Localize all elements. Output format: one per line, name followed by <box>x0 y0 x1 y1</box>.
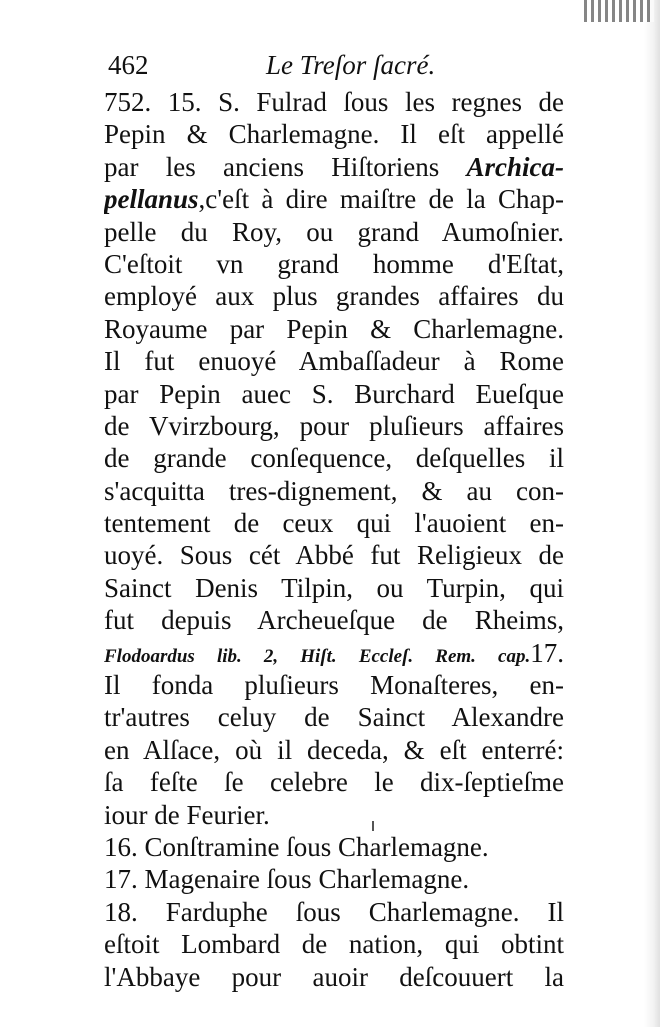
text-line: C'eſtoit vn grand homme d'Eſtat, <box>104 248 564 279</box>
ink-mark <box>372 821 374 831</box>
scan-corner-mark <box>584 0 654 22</box>
text-line: eſtoit Lombard de nation, qui obtint <box>104 929 564 960</box>
list-entry: 17. Magenaire ſous Charlemagne. <box>104 864 470 895</box>
text-line: pellanus,c'eſt à dire maiſtre de la Chap- <box>104 184 564 215</box>
text-line: l'Abbaye pour auoir deſcouuert la <box>104 961 564 992</box>
scan-shadow <box>644 0 660 1027</box>
list-entry: 16. Conſtramine ſous Charlemagne. <box>104 831 489 862</box>
text-line: par Pepin auec S. Burchard Eueſque <box>104 378 564 409</box>
text-line: tr'autres celuy de Sainct Alexandre <box>104 702 564 733</box>
page-header <box>108 50 438 84</box>
text-line: s'acquitta tres-dignement, & au con- <box>104 475 564 506</box>
text-line: iour de Feurier. <box>104 799 270 830</box>
text-line: par les anciens Hiſtoriens Archica- <box>104 151 564 182</box>
text-line: en Alſace, où il deceda, & eſt enterré: <box>104 734 564 765</box>
body-text <box>104 86 564 993</box>
text-line: ſa feſte ſe celebre le dix-ſeptieſme <box>104 767 564 798</box>
text-line: de grande conſequence, deſquelles il <box>104 443 564 474</box>
text-line: tentement de ceux qui l'auoient en- <box>104 508 564 539</box>
text-line: de Vvirzbourg, pour pluſieurs affaires <box>104 410 564 441</box>
list-entry: 18. Farduphe ſous Charlemagne. Il <box>104 896 564 927</box>
running-title: Le Treſor ſacré. <box>266 50 436 80</box>
text-line: Royaume par Pepin & Charlemagne. <box>104 313 564 344</box>
text-line: Pepin & Charlemagne. Il eſt appellé <box>104 119 564 150</box>
text-line: Il fonda pluſieurs Monaſteres, en- <box>104 670 564 701</box>
text-line: fut depuis Archeueſque de Rheims, <box>104 605 564 636</box>
latin-term: Archica- <box>466 151 564 182</box>
text-line: pelle du Roy, ou grand Aumoſnier. <box>104 216 564 247</box>
latin-term: pellanus <box>104 184 199 215</box>
text-line: Sainct Denis Tilpin, ou Turpin, qui <box>104 572 564 603</box>
text-line: uoyé. Sous cét Abbé fut Religieux de <box>104 540 564 571</box>
citation-line: Flodoardus lib. 2, Hiſt. Eccleſ. Rem. cap.17. <box>104 637 564 668</box>
text-line: employé aux plus grandes affaires du <box>104 281 564 312</box>
citation: Flodoardus lib. 2, Hiſt. Eccleſ. Rem. cap. <box>104 645 531 667</box>
text-line: 752. 15. S. Fulrad ſous les regnes de <box>104 87 564 117</box>
text-line: Il fut enuoyé Ambaſſadeur à Rome <box>104 346 564 377</box>
page-number: 462 <box>108 50 149 80</box>
